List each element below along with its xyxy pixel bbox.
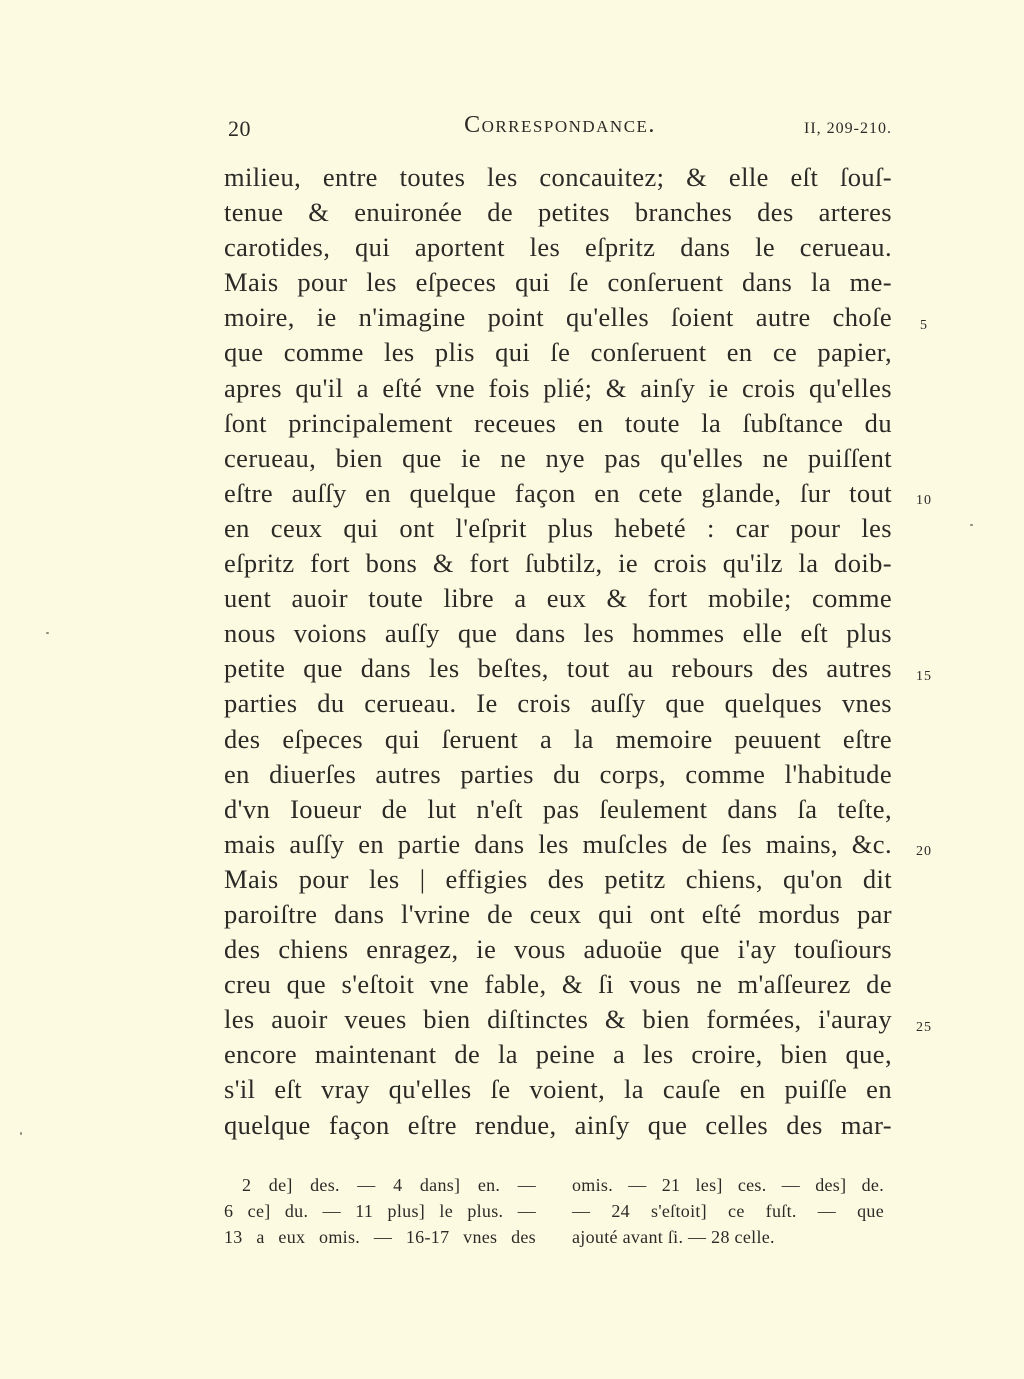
note-line: 2 de] des. — 4 dans] en. — [242, 1175, 536, 1195]
text-line: creu que s'eſtoit vne fable, & ſi vous ne m'aſſeurez de [224, 969, 892, 1000]
text-line: les auoir veues bien diſtinctes & bien formées, i'auray [224, 1004, 892, 1035]
text-line: des eſpeces qui ſeruent a la memoire peuuent eſtre [224, 723, 892, 754]
text-line: des chiens enragez, ie vous aduoüe que i'ay touſiours [224, 934, 892, 965]
critical-apparatus [224, 1172, 892, 1262]
line-number: 5 [920, 318, 928, 333]
note-line: omis. — 21 les] ces. — des] de. [572, 1175, 884, 1195]
page-header [228, 112, 892, 148]
text-line: en diuerſes autres parties du corps, comme l'habitude [224, 758, 892, 789]
text-line: parties du cerueau. Ie crois auſſy que quelques vnes [224, 688, 892, 719]
text-line: nous voions auſſy que dans les hommes elle eſt plus [224, 618, 892, 649]
text-line: eſpritz fort bons & fort ſubtilz, ie crois qu'ilz la doib- [224, 548, 892, 579]
paper-speck [46, 632, 49, 634]
text-line: tenue & enuironée de petites branches des arteres [224, 197, 892, 228]
notes-column-right [572, 1172, 884, 1250]
text-line: carotides, qui aportent les eſpritz dans le cerueau. [224, 232, 892, 263]
line-number: 15 [916, 669, 932, 684]
text-line: d'vn Ioueur de lut n'eſt pas ſeulement dans ſa teſte, [224, 793, 892, 824]
text-line: uent auoir toute libre a eux & fort mobile; comme [224, 583, 892, 614]
paper-speck [20, 1132, 22, 1135]
text-line: milieu, entre toutes les concauitez; & elle eſt ſouſ- [224, 162, 892, 192]
text-line: petite que dans les beſtes, tout au rebours des autres [224, 653, 892, 684]
page-number: 20 [228, 116, 251, 141]
note-line: 6 ce] du. — 11 plus] le plus. — [224, 1201, 536, 1221]
text-line: s'il eſt vray qu'elles ſe voient, la cauſe en puiſſe en [224, 1074, 892, 1105]
running-title: Correspondance. [464, 112, 656, 138]
note-line: ajouté avant ſi. — 28 celle. [572, 1227, 775, 1247]
text-line: Mais pour les | effigies des petitz chiens, qu'on dit [224, 863, 892, 894]
text-line: moire, ie n'imagine point qu'elles ſoient autre choſe [224, 302, 892, 333]
text-line: mais auſſy en partie dans les muſcles de ſes mains, &c. [224, 828, 892, 859]
paper-speck [970, 524, 973, 526]
note-line: 13 a eux omis. — 16-17 vnes des [224, 1227, 536, 1247]
notes-column-left [224, 1172, 536, 1250]
text-line: en ceux qui ont l'eſprit plus hebeté : car pour les [224, 512, 892, 543]
section-reference: II, 209-210. [804, 120, 892, 137]
text-line: paroiſtre dans l'vrine de ceux qui ont eſté mordus par [224, 898, 892, 929]
text-line: quelque façon eſtre rendue, ainſy que celles des mar- [224, 1109, 892, 1140]
text-line: eſtre auſſy en quelque façon en cete glande, ſur tout [224, 477, 892, 508]
line-number: 25 [916, 1020, 932, 1035]
body-text [224, 160, 892, 1143]
text-line: cerueau, bien que ie ne nye pas qu'elles ne puiſſent [224, 442, 892, 473]
text-line: Mais pour les eſpeces qui ſe conſeruent dans la me- [224, 267, 892, 298]
line-number: 20 [916, 844, 932, 859]
line-number-margin [906, 160, 946, 1160]
text-line: que comme les plis qui ſe conſeruent en ce papier, [224, 337, 892, 368]
text-line: apres qu'il a eſté vne fois plié; & ainſy ie crois qu'elles [224, 372, 892, 403]
line-number: 10 [916, 493, 932, 508]
text-line: ſont principalement receues en toute la ſubſtance du [224, 407, 892, 438]
note-line: — 24 s'eſtoit] ce fuſt. — que [572, 1201, 884, 1221]
text-line: encore maintenant de la peine a les croire, bien que, [224, 1039, 892, 1070]
